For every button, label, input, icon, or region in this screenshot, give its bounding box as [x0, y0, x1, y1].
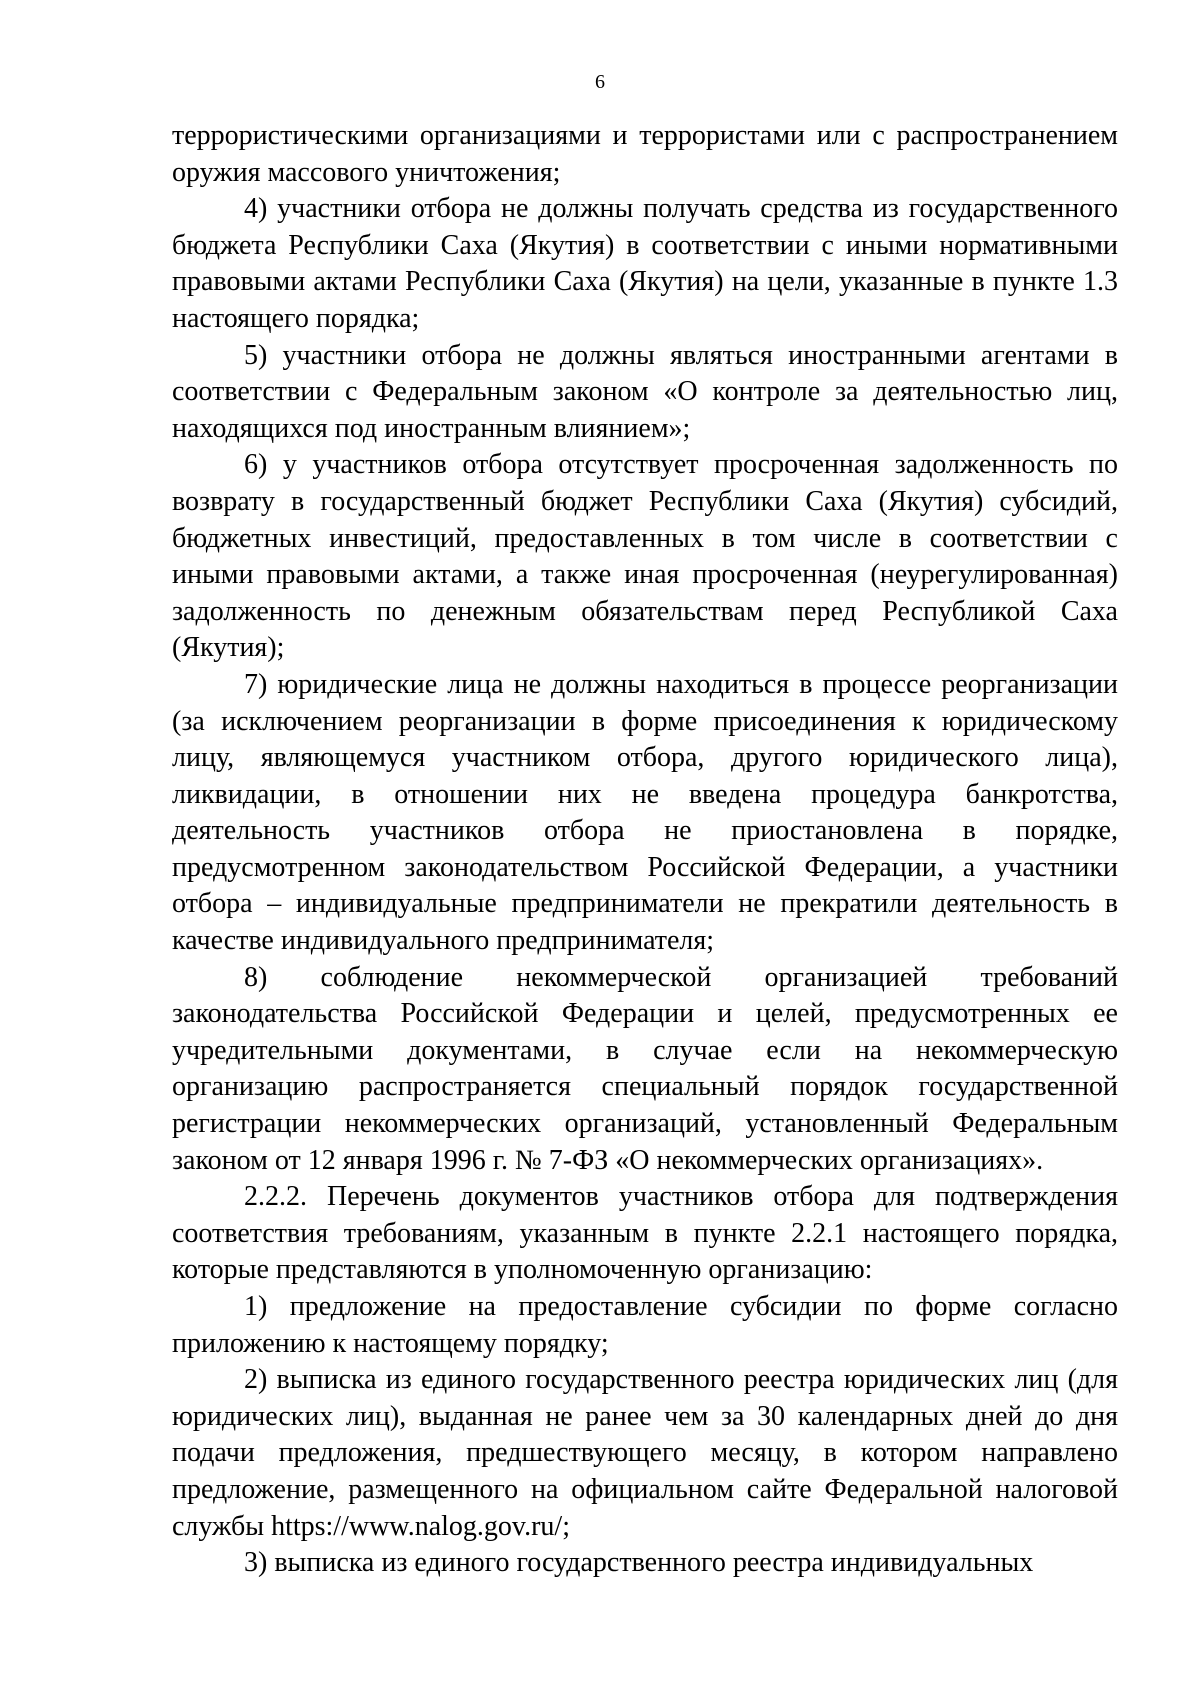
paragraph-doc-item-1: 1) предложение на предоставление субсидии по форме согласно приложению к настоящему порядку; — [172, 1291, 1118, 1359]
paragraph-doc-item-3: 3) выписка из единого государственного реестра индивидуальных — [244, 1547, 1034, 1579]
paragraph-section-2-2-2: 2.2.2. Перечень документов участников отбора для подтверждения соответствия требованиям, указанным в пункте 2.2.1 настоящего порядка, которые представляются в уполномоченную организацию: — [172, 1181, 1118, 1286]
paragraph-continuation: террористическими организациями и террористами или с распространением оружия массового уничтожения; — [172, 120, 1118, 188]
document-body — [172, 118, 1118, 1582]
paragraph-item-4: 4) участники отбора не должны получать средства из государственного бюджета Республики Саха (Якутия) в соответствии с иными нормативными правовыми актами Республики Саха (Якутия) на цели, указанные в пункте 1.3 настоящего порядка; — [172, 193, 1118, 334]
paragraph-item-7: 7) юридические лица не должны находиться в процессе реорганизации (за исключением реорганизации в форме присоединения к юридическому лицу, являющемуся участником отбора, другого юридического лица), ликвидации, в отношении них не введена процедура банкротства, деятельность участников отбора не приостановлена в порядке, предусмотренном законодательством Российской Федерации, а участники отбора – индивидуальные предприниматели не прекратили деятельность в качестве индивидуального предпринимателя; — [172, 668, 1118, 957]
paragraph-item-6: 6) у участников отбора отсутствует просроченная задолженность по возврату в государственный бюджет Республики Саха (Якутия) субсидий, бюджетных инвестиций, предоставленных в том числе в соответствии с иными правовыми актами, а также иная просроченная (неурегулированная) задолженность по денежным обязательствам перед Республикой Саха (Якутия); — [172, 449, 1118, 664]
paragraph-item-5: 5) участники отбора не должны являться иностранными агентами в соответствии с Федеральным законом «О контроле за деятельностью лиц, находящихся под иностранным влиянием»; — [172, 339, 1118, 444]
paragraph-doc-item-2: 2) выписка из единого государственного реестра юридических лиц (для юридических лиц), выданная не ранее чем за 30 календарных дней до дня подачи предложения, предшествующего месяцу, в котором направлено предложение, размещенного на официальном сайте Федеральной налоговой службы https://www.nalog.gov.ru/; — [172, 1364, 1118, 1542]
paragraph-item-8: 8) соблюдение некоммерческой организацией требований законодательства Российской Федерации и целей, предусмотренных ее учредительными документами, в случае если на некоммерческую организацию распространяется специальный порядок государственной регистрации некоммерческих организаций, установленный Федеральным законом от 12 января 1996 г. № 7-ФЗ «О некоммерческих организациях». — [172, 961, 1118, 1176]
page-number: 6 — [595, 71, 605, 93]
